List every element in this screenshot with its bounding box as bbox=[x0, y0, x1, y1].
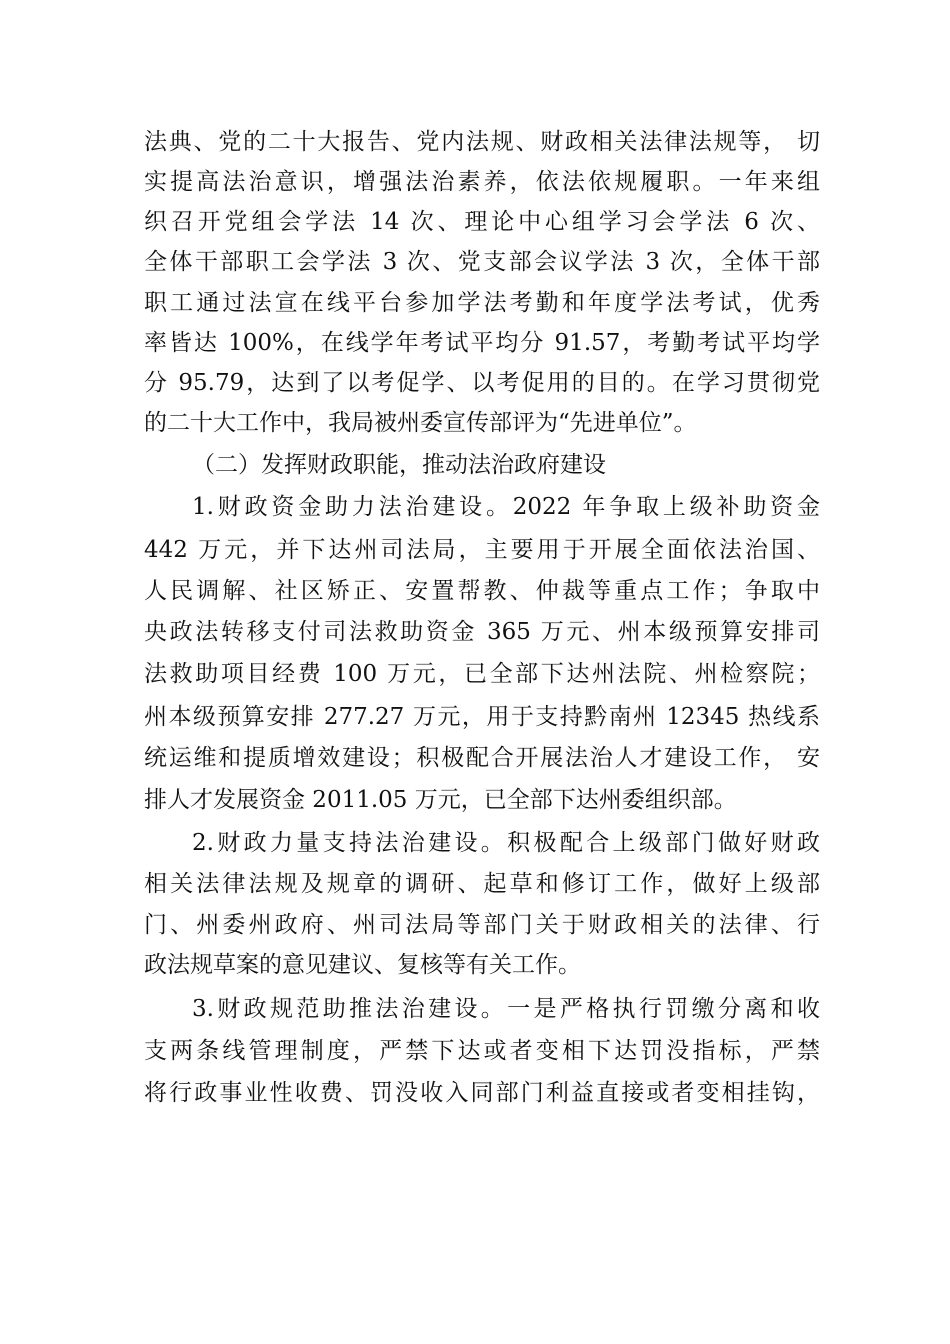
text-line-12: 人民调解、社区矫正、安置帮教、仲裁等重点工作；争取中 bbox=[144, 578, 820, 604]
text-line-8: 的二十大工作中，我局被州委宣传部评为“先进单位”。 bbox=[144, 410, 697, 436]
text-line-21: 政法规草案的意见建议、复核等有关工作。 bbox=[144, 952, 581, 978]
text-line-17: 排人才发展资金 2011.05 万元，已全部下达州委组织部。 bbox=[144, 787, 737, 813]
text-line-15: 州本级预算安排 277.27 万元，用于支持黔南州 12345 热线系 bbox=[144, 704, 820, 730]
text-line-14: 法救助项目经费 100 万元，已全部下达州法院、州检察院； bbox=[144, 661, 820, 687]
text-line-3: 织召开党组会学法 14 次、理论中心组学习会学法 6 次、 bbox=[144, 209, 820, 235]
text-line-2: 实提高法治意识，增强法治素养，依法依规履职。一年来组 bbox=[144, 169, 820, 195]
text-line-18: 2.财政力量支持法治建设。积极配合上级部门做好财政 bbox=[192, 830, 820, 856]
text-line-11: 442 万元，并下达州司法局，主要用于开展全面依法治国、 bbox=[144, 537, 820, 563]
text-line-6: 率皆达 100%，在线学年考试平均分 91.57，考勤考试平均学 bbox=[144, 330, 820, 356]
text-line-13: 央政法转移支付司法救助资金 365 万元、州本级预算安排司 bbox=[144, 619, 820, 645]
text-line-1: 法典、党的二十大报告、党内法规、财政相关法律法规等， 切 bbox=[144, 129, 820, 155]
section-heading: （二）发挥财政职能，推动法治政府建设 bbox=[192, 452, 606, 478]
text-line-19: 相关法律法规及规章的调研、起草和修订工作，做好上级部 bbox=[144, 871, 820, 897]
text-line-24: 将行政事业性收费、罚没收入同部门利益直接或者变相挂钩， bbox=[144, 1080, 820, 1106]
text-line-10: 1.财政资金助力法治建设。2022 年争取上级补助资金 bbox=[192, 494, 820, 520]
text-line-4: 全体干部职工会学法 3 次、党支部会议学法 3 次，全体干部 bbox=[144, 249, 820, 275]
text-line-23: 支两条线管理制度，严禁下达或者变相下达罚没指标，严禁 bbox=[144, 1038, 820, 1064]
text-line-7: 分 95.79，达到了以考促学、以考促用的目的。在学习贯彻党 bbox=[144, 370, 820, 396]
text-line-5: 职工通过法宣在线平台参加学法考勤和年度学法考试，优秀 bbox=[144, 290, 820, 316]
text-line-16: 统运维和提质增效建设；积极配合开展法治人才建设工作， 安 bbox=[144, 745, 820, 771]
text-line-22: 3.财政规范助推法治建设。一是严格执行罚缴分离和收 bbox=[192, 996, 820, 1022]
text-line-20: 门、州委州政府、州司法局等部门关于财政相关的法律、行 bbox=[144, 912, 820, 938]
